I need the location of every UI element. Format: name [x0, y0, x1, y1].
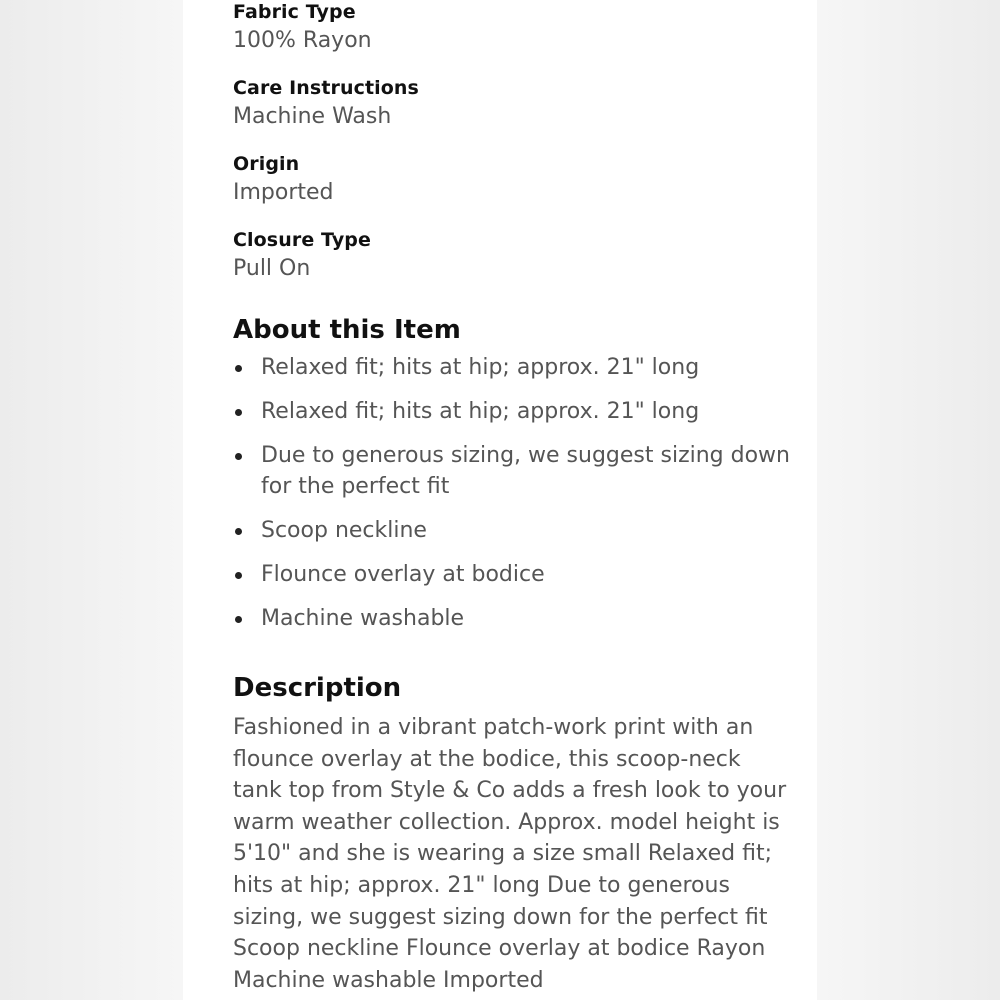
bullet-item [233, 515, 793, 546]
attribute-closure-type [233, 228, 371, 284]
bullet-item [233, 559, 793, 590]
bullet-dot-icon [235, 572, 242, 579]
bullet-dot-icon [235, 409, 242, 416]
bullet-item [233, 396, 793, 427]
about-section-title: About this Item [233, 315, 461, 345]
attribute-label: Origin [233, 153, 300, 175]
bullet-text: Machine washable [261, 606, 465, 631]
attribute-label: Closure Type [233, 229, 371, 251]
attribute-value: 100% Rayon [233, 28, 372, 53]
attribute-label: Care Instructions [233, 77, 419, 99]
attribute-fabric-type [233, 0, 372, 56]
bullet-dot-icon [235, 528, 242, 535]
description-text: Fashioned in a vibrant patch-work print with an flounce overlay at the bodice, this scoop-neck tank top from Style & Co adds a fresh look to your warm weather collection. Approx. model height is 5'10" and she is wearing a size small Relaxed fit; hits at hip; approx. 21" long Due to generous sizing, we suggest sizing down for the perfect fit Scoop neckline Flounce overlay at bodice Rayon Machine washable Imported [233, 715, 787, 993]
attribute-value: Imported [233, 180, 334, 205]
attribute-care-instructions [233, 76, 419, 132]
attribute-origin [233, 152, 334, 208]
bullet-item [233, 440, 793, 502]
bullet-dot-icon [235, 453, 242, 460]
bullet-item [233, 603, 793, 634]
attribute-value: Machine Wash [233, 104, 392, 129]
bullet-text: Flounce overlay at bodice [261, 562, 545, 587]
bullet-text: Due to generous sizing, we suggest sizing down for the perfect fit [261, 443, 790, 499]
right-margin [817, 0, 1000, 1000]
bullet-text: Relaxed fit; hits at hip; approx. 21" long [261, 399, 700, 424]
bullet-dot-icon [235, 365, 242, 372]
bullet-item [233, 352, 793, 383]
bullet-text: Relaxed fit; hits at hip; approx. 21" long [261, 355, 700, 380]
product-details-panel[interactable] [183, 0, 817, 1000]
bullet-dot-icon [235, 616, 242, 623]
left-margin [0, 0, 183, 1000]
about-bullet-list [233, 352, 793, 647]
bullet-text: Scoop neckline [261, 518, 427, 543]
attribute-value: Pull On [233, 256, 311, 281]
attribute-label: Fabric Type [233, 1, 356, 23]
description-section-title: Description [233, 673, 402, 703]
